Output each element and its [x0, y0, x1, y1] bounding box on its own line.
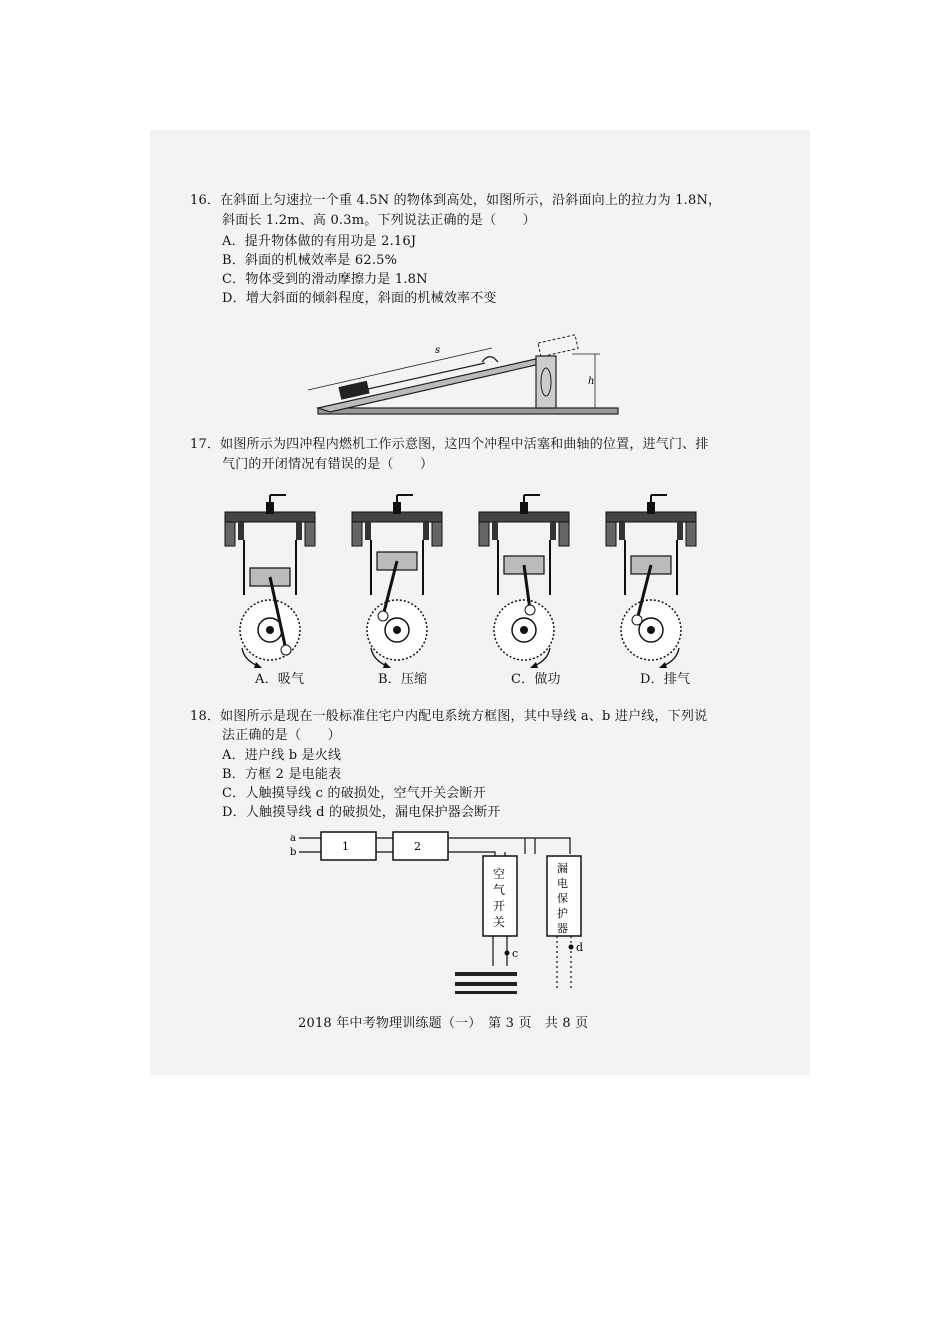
q17-stem-line1: 17．如图所示为四冲程内燃机工作示意图，这四个冲程中活塞和曲轴的位置，进气门、排: [190, 437, 709, 452]
box-1-label: 1: [342, 840, 349, 853]
q18-stem-line2: 法正确的是（ ）: [222, 728, 341, 743]
engine-d: [606, 495, 696, 668]
q16-stem-line1: 16．在斜面上匀速拉一个重 4.5N 的物体到高处，如图所示，沿斜面向上的拉力为 1.8N，: [190, 193, 722, 208]
air-switch-char-4: 关: [493, 915, 506, 929]
q17-caption-b: B．压缩: [378, 672, 428, 687]
support-block: [536, 356, 556, 408]
hand-icon: [482, 357, 498, 362]
leak-protector-char-1: 漏: [557, 862, 568, 875]
leak-protector-char-4: 护: [557, 907, 568, 920]
engine-c: [479, 495, 569, 668]
leak-protector-char-2: 电: [557, 877, 568, 890]
page-footer: 2018 年中考物理训练题（一） 第 3 页 共 8 页: [298, 1016, 589, 1031]
q16-option-c: C．物体受到的滑动摩擦力是 1.8N: [222, 272, 428, 287]
label-wire-c: c: [512, 947, 519, 960]
engine-a: [225, 495, 315, 668]
q17-caption-c: C．做功: [511, 672, 561, 687]
q16-option-a: A．提升物体做的有用功是 2.16J: [222, 234, 417, 249]
q17-caption-d: D．排气: [640, 672, 691, 687]
leak-protector-char-5: 器: [557, 922, 568, 935]
q16-option-b: B．斜面的机械效率是 62.5%: [222, 253, 398, 268]
air-switch-char-2: 气: [493, 883, 506, 897]
box-2-label: 2: [414, 840, 421, 853]
q17-stem-line2: 气门的开闭情况有错误的是（ ）: [222, 457, 434, 472]
q16-option-d: D．增大斜面的倾斜程度，斜面的机械效率不变: [222, 291, 497, 306]
label-wire-a: a: [290, 833, 296, 844]
engine-b: [352, 495, 442, 668]
air-switch-char-1: 空: [493, 867, 506, 881]
q17-caption-a: A．吸气: [255, 672, 305, 687]
s-dimension-line: [308, 348, 492, 390]
q18-option-b: B．方框 2 是电能表: [222, 767, 342, 782]
label-wire-b: b: [290, 847, 297, 858]
label-h: h: [588, 376, 595, 387]
q18-option-a: A．进户线 b 是火线: [222, 748, 342, 763]
q16-stem-line2: 斜面长 1.2m、高 0.3m。下列说法正确的是（ ）: [222, 213, 536, 228]
label-s: s: [435, 345, 441, 356]
q18-option-d: D．人触摸导线 d 的破损处，漏电保护器会断开: [222, 805, 501, 820]
q18-option-c: C．人触摸导线 c 的破损处，空气开关会断开: [222, 786, 486, 801]
label-wire-d: d: [576, 941, 584, 954]
q18-stem-line1: 18．如图所示是现在一般标准住宅户内配电系统方框图，其中导线 a、b 进户线，下列说: [190, 709, 708, 724]
leak-protector-char-3: 保: [557, 892, 568, 905]
distribution-diagram: [285, 826, 595, 998]
engine-strokes-figure: [220, 490, 700, 690]
object-box: [339, 381, 369, 399]
incline-figure: [300, 328, 630, 420]
air-switch-char-3: 开: [493, 899, 506, 913]
moved-box-outline: [538, 335, 578, 357]
incline-base: [318, 408, 618, 414]
